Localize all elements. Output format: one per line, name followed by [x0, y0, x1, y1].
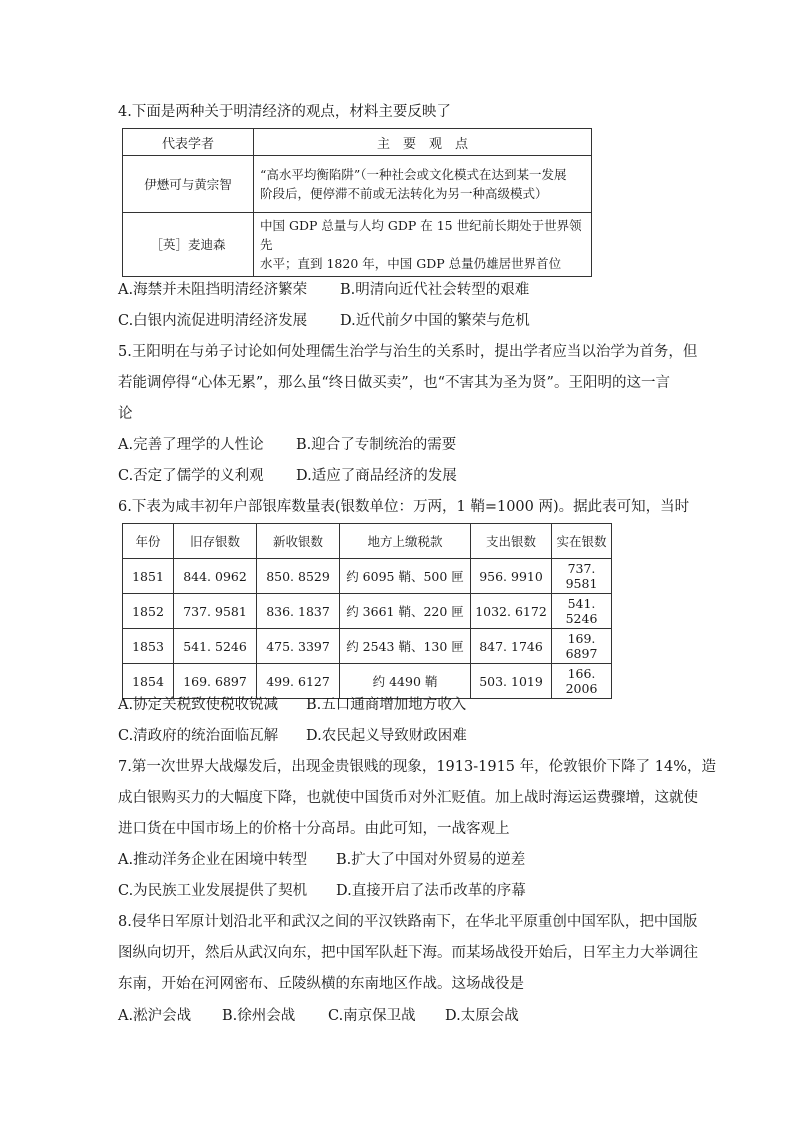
q6-cell: 约 3661 鞘、220 匣: [340, 594, 471, 629]
q6-table-row: [123, 664, 612, 699]
q6-cell: 956. 9910: [471, 559, 552, 594]
q4-table: [122, 128, 592, 277]
q6-header-cell: 支出银数: [471, 524, 552, 559]
q4-view-line: 中国 GDP 总量与人均 GDP 在 15 世纪前长期处于世界领先: [260, 218, 582, 252]
q6-option-c[interactable]: C.清政府的统治面临瓦解: [118, 728, 279, 744]
q4-header-scholar: 代表学者: [123, 129, 254, 156]
q7-stem-line: 7.第一次世界大战爆发后，出现金贵银贱的现象，1913-1915 年，伦敦银价下降了 14%，造: [118, 759, 716, 775]
q6-header-cell: 实在银数: [552, 524, 612, 559]
q6-table-header: [123, 524, 612, 559]
q6-cell: 169. 6897: [174, 664, 257, 699]
q4-option-b[interactable]: B.明清向近代社会转型的艰难: [340, 282, 530, 298]
q6-cell: 约 4490 鞘: [340, 664, 471, 699]
q6-cell: 1854: [123, 664, 174, 699]
q4-stem: 4.下面是两种关于明清经济的观点，材料主要反映了: [118, 104, 451, 120]
q6-cell: 1851: [123, 559, 174, 594]
q6-cell: 169. 6897: [552, 629, 612, 664]
q6-header-cell: 新收银数: [257, 524, 340, 559]
q4-table-row: [123, 213, 592, 277]
q6-cell: 737. 9581: [552, 559, 612, 594]
q6-table-row: [123, 559, 612, 594]
q8-stem-line: 东南，开始在河网密布、丘陵纵横的东南地区作战。这场战役是: [118, 976, 524, 992]
q7-option-c[interactable]: C.为民族工业发展提供了契机: [118, 883, 308, 899]
q4-view-line: 阶段后，便停滞不前或无法转化为另一种高级模式）: [260, 186, 548, 201]
q5-stem-line: 若能调停得“心体无累”，那么虽“终日做买卖”，也“不害其为圣为贤”。王阳明的这一言: [118, 375, 670, 391]
q8-option-c[interactable]: C.南京保卫战: [328, 1008, 416, 1024]
q6-cell: 844. 0962: [174, 559, 257, 594]
q4-header-view: 主 要 观 点: [254, 129, 592, 156]
q6-cell: 850. 8529: [257, 559, 340, 594]
q6-cell: 1852: [123, 594, 174, 629]
q4-scholar-cell: ［英］麦迪森: [123, 213, 254, 277]
q6-cell: 475. 3397: [257, 629, 340, 664]
q5-option-c[interactable]: C.否定了儒学的义利观: [118, 468, 264, 484]
q6-table: [122, 523, 612, 699]
q6-cell: 737. 9581: [174, 594, 257, 629]
q5-option-b[interactable]: B.迎合了专制统治的需要: [296, 437, 457, 453]
q6-table-row: [123, 594, 612, 629]
q6-option-b[interactable]: B.五口通商增加地方收入: [306, 697, 467, 713]
q8-option-b[interactable]: B.徐州会战: [222, 1008, 296, 1024]
q6-cell: 1032. 6172: [471, 594, 552, 629]
q4-scholar-cell: 伊懋可与黄宗智: [123, 156, 254, 213]
q4-view-cell: [254, 213, 592, 277]
q6-cell: 约 2543 鞘、130 匣: [340, 629, 471, 664]
q6-header-cell: 地方上缴税款: [340, 524, 471, 559]
q4-table-header: [123, 129, 592, 156]
q6-stem: 6.下表为咸丰初年户部银库数量表(银数单位：万两，1 鞘=1000 两)。据此表可知，当时: [118, 499, 690, 515]
q6-cell: 541. 5246: [174, 629, 257, 664]
q7-option-a[interactable]: A.推动洋务企业在困境中转型: [118, 852, 308, 868]
q8-stem-line: 图纵向切开，然后从武汉向东，把中国军队赶下海。而某场战役开始后，日军主力大举调往: [118, 945, 698, 961]
q6-cell: 166. 2006: [552, 664, 612, 699]
q5-option-a[interactable]: A.完善了理学的人性论: [118, 437, 264, 453]
q8-option-d[interactable]: D.太原会战: [445, 1008, 519, 1024]
q6-header-cell: 旧存银数: [174, 524, 257, 559]
q4-option-d[interactable]: D.近代前夕中国的繁荣与危机: [340, 313, 530, 329]
q7-option-d[interactable]: D.直接开启了法币改革的序幕: [336, 883, 526, 899]
q6-cell: 499. 6127: [257, 664, 340, 699]
q6-header-cell: 年份: [123, 524, 174, 559]
q6-cell: 836. 1837: [257, 594, 340, 629]
q4-view-line: 水平；直到 1820 年，中国 GDP 总量仍雄居世界首位: [260, 256, 562, 271]
q4-option-a[interactable]: A.海禁并未阻挡明清经济繁荣: [118, 282, 308, 298]
q4-view-line: “高水平均衡陷阱”（一种社会或文化模式在达到某一发展: [260, 167, 567, 182]
q6-cell: 1853: [123, 629, 174, 664]
q5-stem-line: 论: [118, 406, 133, 422]
q8-stem-line: 8.侵华日军原计划沿北平和武汉之间的平汉铁路南下，在华北平原重创中国军队，把中国版: [118, 914, 698, 930]
q6-cell: 541. 5246: [552, 594, 612, 629]
q6-cell: 847. 1746: [471, 629, 552, 664]
q8-option-a[interactable]: A.淞沪会战: [118, 1008, 192, 1024]
q5-stem-line: 5.王阳明在与弟子讨论如何处理儒生治学与治生的关系时，提出学者应当以治学为首务，但: [118, 344, 698, 360]
q6-option-d[interactable]: D.农民起义导致财政困难: [306, 728, 467, 744]
q4-option-c[interactable]: C.白银内流促进明清经济发展: [118, 313, 308, 329]
q5-option-d[interactable]: D.适应了商品经济的发展: [296, 468, 457, 484]
q7-option-b[interactable]: B.扩大了中国对外贸易的逆差: [336, 852, 526, 868]
q4-view-cell: [254, 156, 592, 213]
q7-stem-line: 成白银购买力的大幅度下降，也就使中国货币对外汇贬值。加上战时海运运费骤增，这就使: [118, 790, 698, 806]
q4-table-row: [123, 156, 592, 213]
q7-stem-line: 进口货在中国市场上的价格十分高昂。由此可知，一战客观上: [118, 821, 510, 837]
q6-cell: 503. 1019: [471, 664, 552, 699]
q6-option-a[interactable]: A.协定关税致使税收锐减: [118, 697, 279, 713]
q6-table-row: [123, 629, 612, 664]
q6-cell: 约 6095 鞘、500 匣: [340, 559, 471, 594]
